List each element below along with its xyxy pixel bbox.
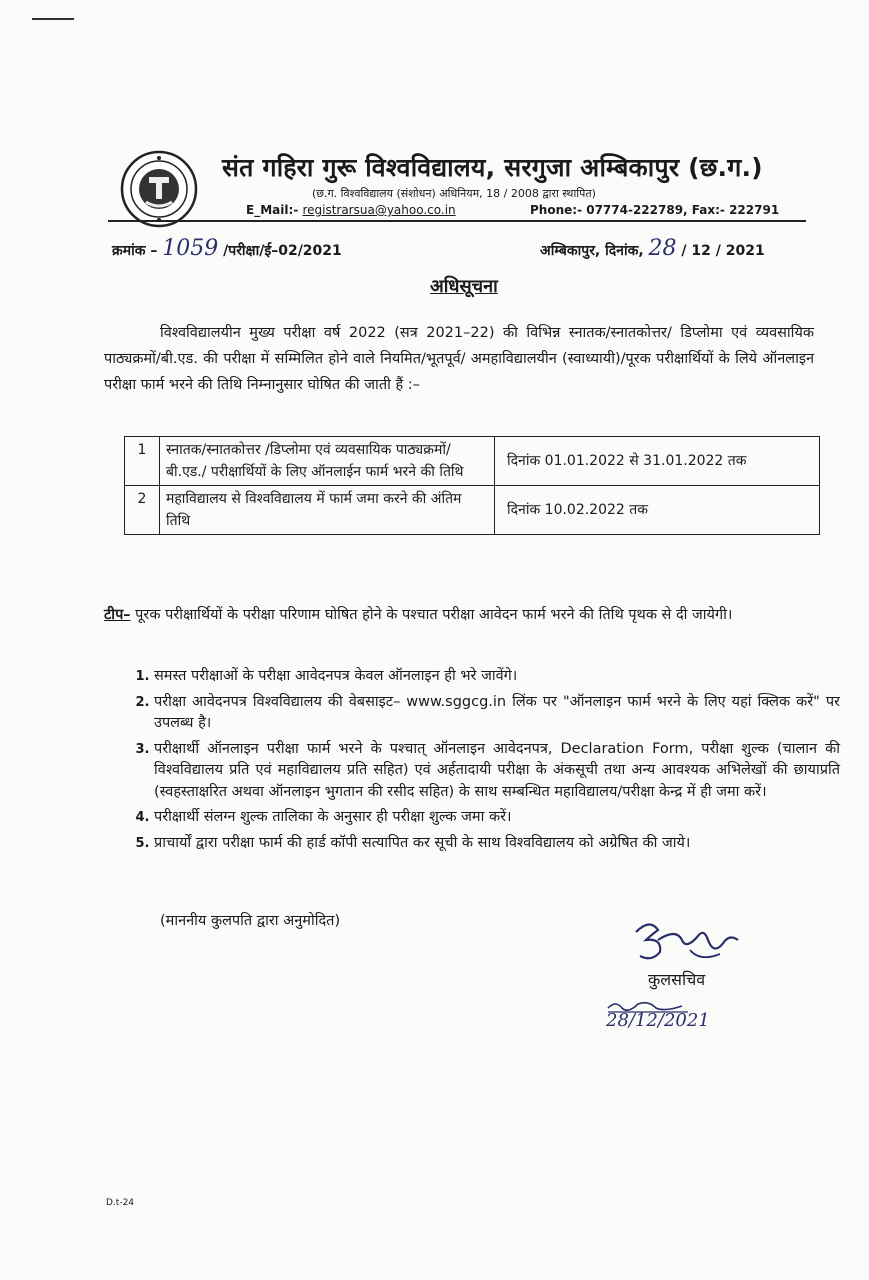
registrar-signature-icon [628,910,748,970]
row-date-range: दिनांक 01.01.2022 से 31.01.2022 तक [495,437,820,486]
tip-note [104,602,816,628]
list-item: 2. परीक्षा आवेदनपत्र विश्वविद्यालय की वेबसाइट– www.sggcg.in लिंक पर "ऑनलाइन फार्म भरने के लिए यहां क्लिक करें" पर उपलब्ध है। [154,692,840,735]
tip-text: पूरक परीक्षार्थियों के परीक्षा परिणाम घोषित होने के पश्चात परीक्षा आवेदन फार्म भरने की तिथि पृथक से दी जायेगी। [135,607,733,623]
reference-suffix: /परीक्षा/ई–02/2021 [223,243,342,259]
approval-note: (माननीय कुलपति द्वारा अनुमोदित) [160,913,341,929]
reference-number [112,236,342,261]
date-suffix: / 12 / 2021 [681,243,765,259]
header-divider [108,220,806,222]
issue-date [540,236,765,261]
corner-mark [32,18,74,20]
list-item: 3. परीक्षार्थी ऑनलाइन परीक्षा फार्म भरने के पश्चात् ऑनलाइन आवेदनपत्र, Declaration Form, परीक्षा शुल्क (चालान की विश्वविद्यालय प्रति एवं महाविद्यालय प्रति सहित) एवं अर्हतादायी परीक्षा के अंकसूची तथा अन्य आवश्यक अभिलेखों की छायाप्रति (स्वहस्ताक्षरित अथवा ऑनलाइन भुगतान की रसीद सहित) के साथ सम्बन्धित महाविद्यालय/परीक्षा केन्द्र में ही जमा करें। [154,739,840,804]
list-item: 1. समस्त परीक्षाओं के परीक्षा आवेदनपत्र केवल ऑनलाइन ही भरे जावेंगे। [154,666,840,688]
notice-title: अधिसूचना [430,276,498,297]
footer-code: D.t-24 [106,1198,135,1208]
row-date-range: दिनांक 10.02.2022 तक [495,486,820,535]
phone-fax-line: Phone:- 07774-222789, Fax:- 222791 [530,203,780,217]
table-row [125,437,820,486]
intro-paragraph: विश्वविद्यालयीन मुख्य परीक्षा वर्ष 2022 (सत्र 2021–22) की विभिन्न स्नातक/स्नातकोत्तर/ डिप्लोमा एवं व्यवसायिक पाठ्यक्रमों/बी.एड. की परीक्षा में सम्मिलित होने वाले नियमित/भूतपूर्व/ अमहाविद्यालयीन (स्वाध्यायी)/पूरक परीक्षार्थियों के लिये ऑनलाइन परीक्षा फार्म भरने की तिथि निम्नानुसार घोषित की जाती हैं :– [104,325,814,393]
email-address: registrarsua@yahoo.co.in [302,203,456,217]
reference-prefix: क्रमांक – [112,243,158,259]
row-serial: 1 [125,437,160,486]
list-item: 5. प्राचार्यों द्वारा परीक्षा फार्म की हार्ड कॉपी सत्यापित कर सूची के साथ विश्वविद्यालय को अग्रेषित की जाये। [154,833,840,855]
email-line [246,203,456,217]
tip-label: टीप– [104,607,131,623]
row-serial: 2 [125,486,160,535]
table-row [125,486,820,535]
schedule-table [124,436,820,535]
university-seal-icon [120,150,198,228]
list-item: 4. परीक्षार्थी संलग्न शुल्क तालिका के अनुसार ही परीक्षा शुल्क जमा करें। [154,807,840,829]
registrar-title: कुलसचिव [648,970,706,989]
date-handwritten-day: 28 [648,236,677,261]
email-label: E_Mail:- [246,203,299,217]
date-prefix: अम्बिकापुर, दिनांक, [540,243,644,259]
instructions-list [132,666,840,858]
university-name: संत गहिरा गुरू विश्वविद्यालय, सरगुजा अम्बिकापुर (छ.ग.) [222,153,763,182]
establishment-act-line: (छ.ग. विश्वविद्यालय (संशोधन) अधिनियम, 18 / 2008 द्वारा स्थापित) [312,187,596,200]
reference-handwritten-number: 1059 [162,236,219,261]
row-description: महाविद्यालय से विश्वविद्यालय में फार्म जमा करने की अंतिम तिथि [160,486,495,535]
row-description: स्नातक/स्नातकोत्तर /डिप्लोमा एवं व्यवसायिक पाठ्यक्रमों/बी.एड./ परीक्षार्थियों के लिए ऑनलाईन फार्म भरने की तिथि [160,437,495,486]
endorsement-date: 28/12/2021 [606,1010,710,1031]
